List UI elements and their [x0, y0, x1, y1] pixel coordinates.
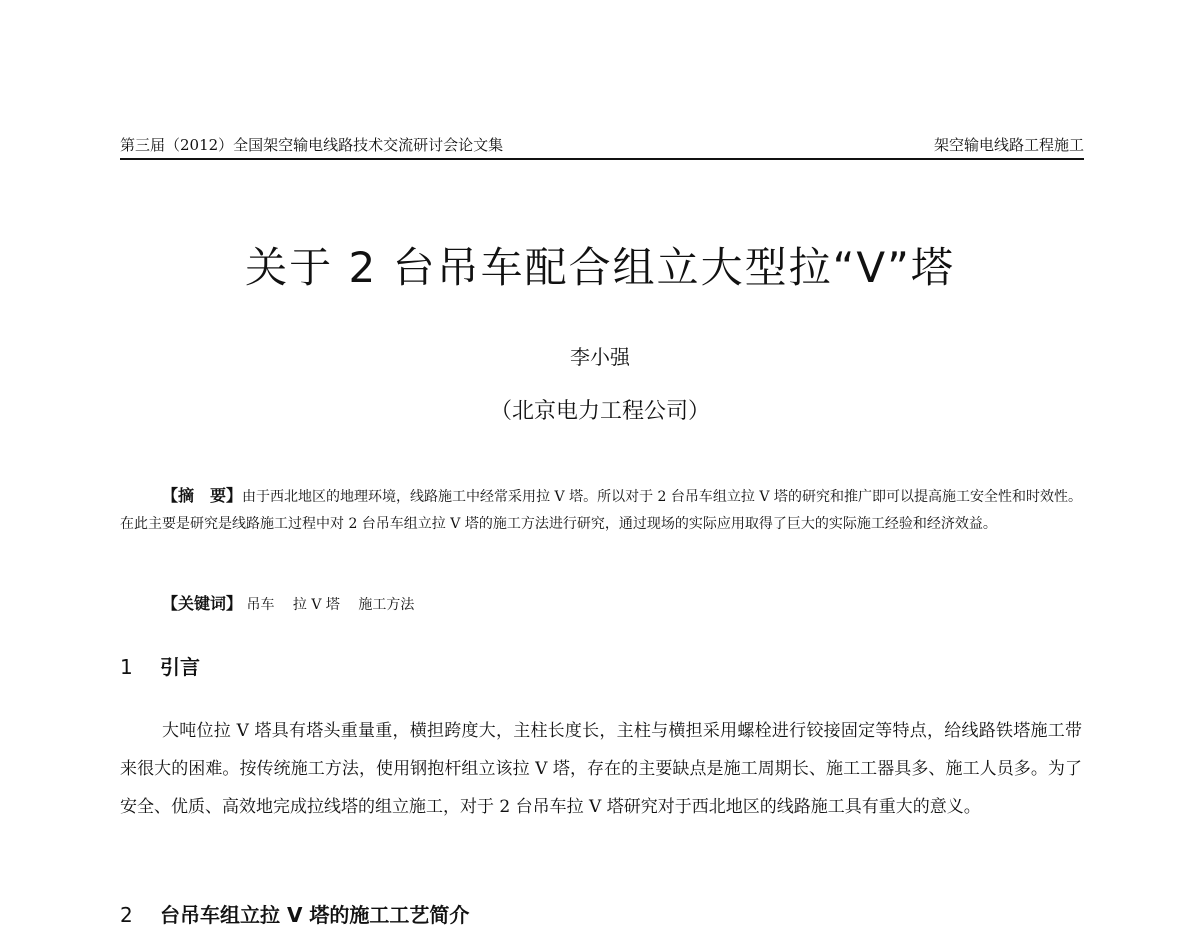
header-proceedings-title: 第三届（2012）全国架空输电线路技术交流研讨会论文集 — [120, 136, 504, 154]
section-number: 2 — [120, 903, 133, 927]
abstract-label: 【摘 要】 — [162, 486, 243, 505]
section-heading-construction-process — [120, 900, 469, 930]
abstract — [120, 482, 1082, 538]
section-heading-introduction — [120, 652, 200, 682]
paper-author: 李小强 — [570, 345, 630, 369]
keywords — [162, 590, 1082, 619]
keyword-item: 吊车 — [246, 597, 275, 613]
abstract-text: 由于西北地区的地理环境，线路施工中经常采用拉 V 塔。所以对于 2 台吊车组立拉 V 塔的研究和推广即可以提高施工安全性和时效性。在此主要是研究是线路施工过程中对 2 台吊车组立拉 V 塔的施工方法进行研究，通过现场的实际应用取得了巨大的实际施工经验和经济效益。 — [120, 489, 1082, 532]
header-section-title: 架空输电线路工程施工 — [933, 136, 1084, 154]
keyword-item: 施工方法 — [358, 597, 415, 613]
paper-affiliation: （北京电力工程公司） — [489, 399, 710, 424]
running-header — [120, 132, 1084, 160]
keyword-item: 拉 V 塔 — [292, 597, 340, 613]
section-title: 引言 — [160, 655, 200, 679]
keywords-label: 【关键词】 — [162, 594, 243, 613]
section-title: 台吊车组立拉 V 塔的施工工艺简介 — [160, 903, 470, 927]
section-number: 1 — [120, 655, 133, 679]
introduction-paragraph: 大吨位拉 V 塔具有塔头重量重，横担跨度大，主柱长度长，主柱与横担采用螺栓进行铰接固定等特点，给线路铁塔施工带来很大的困难。按传统施工方法，使用钢抱杆组立该拉 V 塔，存在的主要缺点是施工周期长、施工工器具多、施工人员多。为了安全、优质、高效地完成拉线塔的组立施工，对于 2 台吊车拉 V 塔研究对于西北地区的线路施工具有重大的意义。 — [120, 721, 1082, 817]
paper-title: 关于 2 台吊车配合组立大型拉“V”塔 — [245, 243, 955, 292]
